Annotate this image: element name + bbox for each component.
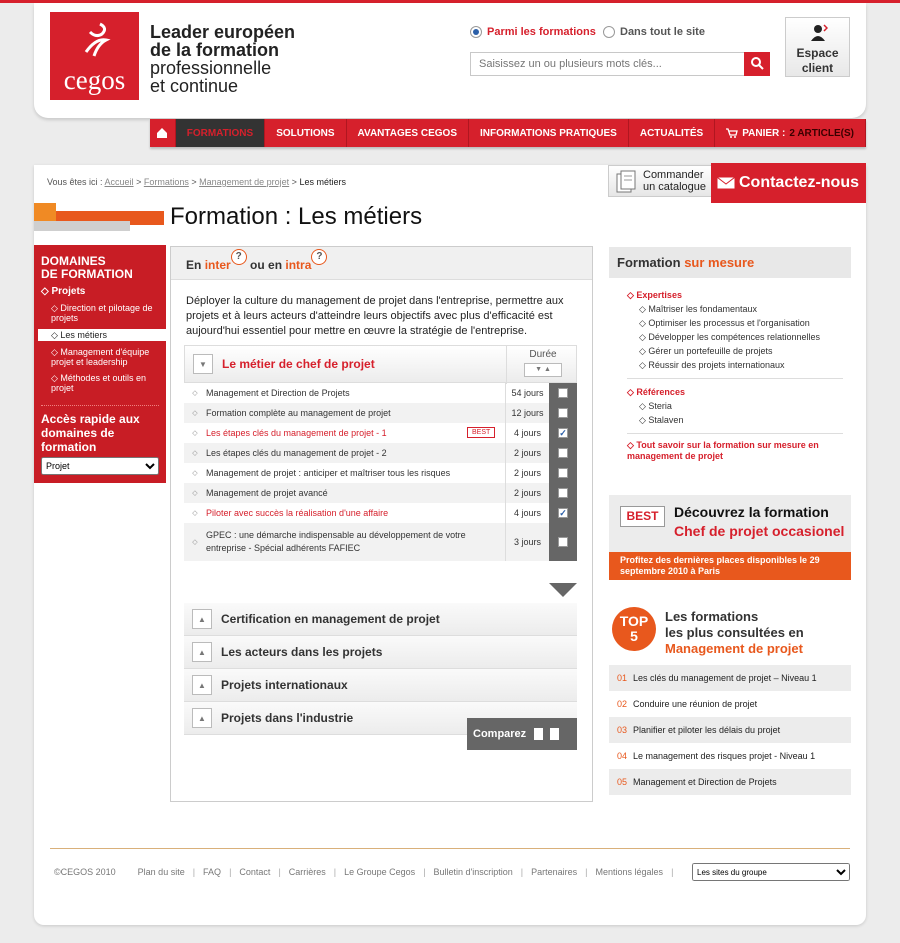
footer-separator: |: [520, 867, 524, 877]
deco-grey-bar: [34, 221, 130, 231]
table-row[interactable]: [184, 423, 577, 443]
footer-separator: |: [229, 867, 232, 877]
tagline-line-2: de la formation: [150, 40, 280, 60]
radio-formations-label: Parmi les formations: [487, 26, 596, 38]
formation-title[interactable]: Management de projet avancé: [206, 488, 328, 498]
cegos-figure-icon: [80, 22, 112, 62]
formation-duration: 2 jours: [505, 483, 549, 503]
sur-mesure-header: [609, 247, 851, 278]
compare-checkbox[interactable]: ✓: [559, 508, 567, 518]
radio-site[interactable]: [603, 26, 705, 38]
expertise-item-label: Réussir des projets internationaux: [648, 360, 785, 370]
diamond-bullet-icon: ◇: [192, 510, 198, 517]
compare-checkbox-cell: [549, 383, 577, 403]
footer-link[interactable]: Bulletin d'inscription: [433, 867, 513, 877]
espace-label-2: client: [801, 61, 834, 75]
compare-checkbox[interactable]: ✓: [559, 428, 567, 438]
main-nav: [150, 119, 866, 147]
compare-checkbox-cell: [549, 423, 577, 443]
home-icon: [156, 127, 168, 139]
formation-duration: 4 jours: [505, 503, 549, 523]
breadcrumb: Vous êtes ici : Accueil > Formations > Management de projet > Les métiers: [47, 177, 346, 187]
compare-button[interactable]: [467, 718, 577, 750]
expertise-item[interactable]: ◇ Réussir des projets internationaux: [639, 360, 785, 370]
compare-checkbox-cell: [549, 523, 577, 561]
formation-duration: 4 jours: [505, 423, 549, 443]
deco-orange: [34, 203, 56, 221]
sidebar-item-management[interactable]: ◇ Management d'équipe projet et leadership: [51, 347, 150, 367]
expertise-item[interactable]: ◇ Gérer un portefeuille de projets: [639, 346, 773, 356]
compare-checkbox-cell: [549, 443, 577, 463]
compare-checkbox-cell: [549, 403, 577, 423]
best-footer: Profitez des dernières places disponibles le 29 septembre 2010 à Paris: [609, 552, 851, 580]
footer-separator: |: [671, 867, 674, 877]
references-label: Références: [636, 387, 685, 397]
sub-block-certification[interactable]: [184, 603, 577, 636]
compare-checkbox[interactable]: [558, 537, 568, 547]
footer-link[interactable]: Contact: [239, 867, 271, 877]
intro-text: Déployer la culture du management de projet dans l'entreprise, permettre aux projets et à leurs acteurs d'atteindre leurs objectifs avec plus d'efficacité est aujourd'hui essentiel pour mettre en œuvre la stratégie de l'entreprise.: [186, 295, 564, 337]
compare-label: Comparez: [473, 727, 527, 740]
expertises-label: Expertises: [636, 290, 682, 300]
home-button[interactable]: [150, 119, 176, 147]
diamond-bullet-icon: ◇: [192, 470, 198, 477]
diamond-bullet-icon: ◇: [192, 430, 198, 437]
tout-savoir-label: Tout savoir sur la formation sur mesure en management de projet: [627, 440, 819, 461]
table-row[interactable]: [184, 523, 577, 561]
contact-button[interactable]: [711, 163, 866, 203]
collapse-arrow-icon[interactable]: ▼: [193, 354, 213, 374]
metier-block: [184, 345, 577, 561]
sur-mesure-title-accent: sur mesure: [684, 255, 755, 270]
top5-item-label: Le management des risques projet - Niveau 1: [633, 751, 816, 761]
sidebar-domains: [34, 245, 166, 483]
footer-link[interactable]: Plan du site: [137, 867, 185, 877]
en-label: En: [186, 258, 202, 272]
diamond-bullet-icon: ◇: [192, 490, 198, 497]
footer-link[interactable]: Partenaires: [531, 867, 578, 877]
sidebar-divider: [41, 405, 159, 406]
page-title: Formation : Les métiers: [170, 203, 423, 230]
sidebar-item-projets[interactable]: ◇ Projets: [41, 286, 86, 297]
nav-avantages[interactable]: AVANTAGES CEGOS: [347, 119, 469, 147]
formation-title[interactable]: GPEC : une démarche indispensable au développement de votre entreprise - Spécial adhérents FAFIEC: [206, 530, 466, 553]
radio-site-label: Dans tout le site: [620, 26, 705, 38]
diamond-bullet-icon: ◇: [192, 410, 198, 417]
copyright: ©CEGOS 2010: [54, 867, 116, 877]
logo-word: cegos: [63, 65, 126, 95]
sub-block-label: Les acteurs dans les projets: [221, 645, 383, 659]
divider: [627, 433, 843, 434]
compare-checkbox[interactable]: [558, 468, 568, 478]
acces-rapide-1: Accès rapide aux: [41, 412, 140, 426]
formation-duration: 2 jours: [505, 463, 549, 483]
formation-title[interactable]: Formation complète au management de projet: [206, 408, 391, 418]
top5-list: [609, 665, 851, 795]
expand-arrow-icon[interactable]: ▲: [192, 675, 212, 695]
metier-block-header[interactable]: [184, 345, 577, 383]
expertise-item[interactable]: ◇ Maîtriser les fondamentaux: [639, 304, 757, 314]
table-row[interactable]: [184, 443, 577, 463]
sub-block-label: Projets internationaux: [221, 678, 348, 692]
formation-title[interactable]: Les étapes clés du management de projet - 1: [206, 428, 387, 438]
formation-duration: 12 jours: [505, 403, 549, 423]
formation-duration: 54 jours: [505, 383, 549, 403]
footer-divider: [50, 848, 850, 849]
sidebar-item-label: Méthodes et outils en projet: [51, 373, 146, 393]
top5-title-accent: Management de projet: [665, 641, 803, 656]
top5-badge: [612, 607, 656, 651]
radio-unselected-icon[interactable]: [603, 26, 615, 38]
top5-badge-top: TOP: [619, 613, 649, 629]
intra-link[interactable]: intra: [285, 258, 312, 272]
footer-separator: |: [278, 867, 281, 877]
rank-number: 05: [617, 777, 628, 787]
sur-mesure-list: [609, 278, 851, 462]
document-icon: [533, 727, 561, 741]
envelope-icon: [717, 177, 735, 189]
contact-label: Contactez-nous: [739, 174, 859, 191]
sidebar-item-metiers[interactable]: ◇ Les métiers: [38, 329, 166, 341]
sidebar-item-label: Management d'équipe projet et leadership: [51, 347, 150, 367]
espace-client-button[interactable]: [785, 17, 850, 77]
sidebar-item-label: Les métiers: [60, 330, 107, 340]
expertise-item-label: Optimiser les processus et l'organisation: [648, 318, 810, 328]
formation-title[interactable]: Piloter avec succès la réalisation d'une affaire: [206, 508, 389, 518]
formation-title[interactable]: Management de projet : anticiper et maîtriser tous les risques: [206, 468, 451, 478]
best-badge: BEST: [467, 427, 495, 438]
nav-solutions[interactable]: SOLUTIONS: [265, 119, 346, 147]
list-item[interactable]: [609, 769, 851, 795]
breadcrumb-current: Les métiers: [299, 177, 346, 187]
breadcrumb-prefix: Vous êtes ici :: [47, 177, 103, 187]
content-area: [34, 165, 866, 925]
top5-title: [665, 609, 804, 657]
nav-formations[interactable]: FORMATIONS: [176, 119, 265, 147]
search-input[interactable]: [470, 52, 745, 76]
user-icon: [810, 24, 828, 42]
compare-checkbox[interactable]: [558, 408, 568, 418]
reference-item[interactable]: ◇ Steria: [639, 401, 672, 411]
divider: [627, 378, 843, 379]
panier-count: 2 ARTICLE(S): [789, 127, 854, 139]
sub-block-acteurs[interactable]: [184, 636, 577, 669]
tout-savoir-link[interactable]: ◇ Tout savoir sur la formation sur mesure en management de projet: [627, 440, 819, 461]
expand-arrow-icon[interactable]: ▲: [192, 708, 212, 728]
table-row[interactable]: [184, 503, 577, 523]
list-item[interactable]: [609, 717, 851, 743]
breadcrumb-accueil[interactable]: Accueil: [104, 177, 134, 187]
expand-arrow-icon[interactable]: ▲: [192, 609, 212, 629]
table-row[interactable]: [184, 383, 577, 403]
rank-number: 04: [617, 751, 628, 761]
table-row[interactable]: [184, 403, 577, 423]
top5-title-1: Les formations: [665, 609, 759, 624]
table-row[interactable]: [184, 463, 577, 483]
list-item[interactable]: [609, 743, 851, 769]
sur-mesure-title: Formation: [617, 255, 681, 270]
tagline-line-4: et continue: [150, 76, 239, 96]
footer-link[interactable]: Mentions légales: [595, 867, 664, 877]
references-heading[interactable]: ◇ Références: [627, 387, 685, 397]
diamond-bullet-icon: ◇: [192, 539, 198, 546]
sidebar-item-label: Direction et pilotage de projets: [51, 303, 153, 323]
top5-item-label: Planifier et piloter les délais du projet: [633, 725, 781, 735]
compare-checkbox[interactable]: [558, 388, 568, 398]
sidebar-item-direction[interactable]: ◇ Direction et pilotage de projets: [51, 303, 153, 323]
catalog-icon: [615, 170, 637, 194]
nav-informations[interactable]: INFORMATIONS PRATIQUES: [469, 119, 629, 147]
intra-help-icon[interactable]: ?: [311, 249, 327, 265]
panier-label: PANIER :: [742, 127, 786, 139]
sub-block-internationaux[interactable]: [184, 669, 577, 702]
ou-en-label: ou en: [250, 258, 283, 272]
site-header: [34, 3, 866, 118]
tagline-line-3: professionnelle: [150, 58, 272, 78]
reference-item-label: Steria: [648, 401, 672, 411]
rank-number: 03: [617, 725, 628, 735]
metier-block-title: Le métier de chef de projet: [222, 357, 375, 371]
expertise-item-label: Développer les compétences relationnelles: [648, 332, 821, 342]
espace-label-1: Espace: [796, 46, 839, 60]
expand-arrow-icon[interactable]: ▲: [192, 642, 212, 662]
footer-separator: |: [585, 867, 588, 877]
search-icon: [750, 56, 764, 70]
rank-number: 01: [617, 673, 628, 683]
sub-block-label: Certification en management de projet: [221, 612, 440, 626]
breadcrumb-management[interactable]: Management de projet: [199, 177, 290, 187]
footer-link[interactable]: Le Groupe Cegos: [344, 867, 416, 877]
compare-checkbox-cell: [549, 463, 577, 483]
footer-separator: |: [192, 867, 196, 877]
formation-duration: 2 jours: [505, 443, 549, 463]
right-column: [609, 247, 851, 787]
cart-icon: [726, 128, 738, 138]
top5-item-label: Management et Direction de Projets: [633, 777, 777, 787]
sub-blocks: [184, 603, 577, 735]
list-item[interactable]: [609, 665, 851, 691]
expertise-item[interactable]: ◇ Optimiser les processus et l'organisation: [639, 318, 810, 328]
rows-end-arrow: [549, 583, 577, 597]
inter-intra-header: [171, 247, 592, 280]
inter-help-icon[interactable]: ?: [231, 249, 247, 265]
sidebar-item-methodes[interactable]: ◇ Méthodes et outils en projet: [51, 373, 146, 393]
formation-title[interactable]: Les étapes clés du management de projet - 2: [206, 448, 387, 458]
table-row[interactable]: [184, 483, 577, 503]
nav-actualites[interactable]: ACTUALITÉS: [629, 119, 715, 147]
formation-duration: 3 jours: [505, 523, 549, 561]
expertise-item-label: Gérer un portefeuille de projets: [648, 346, 773, 356]
rank-number: 02: [617, 699, 628, 709]
sidebar-title-1: DOMAINES: [41, 254, 106, 268]
duree-label: Durée: [529, 349, 557, 360]
domain-select[interactable]: [41, 457, 159, 475]
sort-duree-control[interactable]: ▼ ▲: [524, 363, 562, 377]
compare-checkbox-cell: [549, 483, 577, 503]
list-item[interactable]: [609, 691, 851, 717]
expertise-item[interactable]: ◇ Développer les compétences relationnelles: [639, 332, 821, 342]
compare-checkbox[interactable]: [558, 488, 568, 498]
expertise-item-label: Maîtriser les fondamentaux: [648, 304, 757, 314]
group-sites-select[interactable]: [692, 863, 850, 881]
breadcrumb-formations[interactable]: Formations: [143, 177, 189, 187]
top5-item-label: Les clés du management de projet – Niveau 1: [633, 673, 817, 683]
diamond-bullet-icon: ◇: [192, 390, 198, 397]
best-badge: BEST: [620, 506, 665, 527]
inter-link[interactable]: inter: [204, 258, 231, 272]
nav-panier[interactable]: [715, 119, 866, 147]
acces-rapide-2: domaines de formation: [41, 426, 115, 454]
top5-title-2: les plus consultées en: [665, 625, 804, 640]
formation-title[interactable]: Management et Direction de Projets: [206, 388, 350, 398]
best-promo[interactable]: [609, 495, 851, 580]
compare-checkbox-cell: [549, 503, 577, 523]
reference-item[interactable]: ◇ Stalaven: [639, 415, 684, 425]
search-button[interactable]: [744, 52, 770, 76]
catalog-label-2: un catalogue: [643, 181, 706, 193]
footer-link[interactable]: Carrières: [288, 867, 326, 877]
footer-link[interactable]: FAQ: [203, 867, 222, 877]
sidebar-title-2: DE FORMATION: [41, 267, 133, 281]
reference-item-label: Stalaven: [648, 415, 684, 425]
cegos-logo[interactable]: [50, 12, 139, 100]
top5-item-label: Conduire une réunion de projet: [633, 699, 758, 709]
sidebar-item-projets-label: Projets: [51, 286, 86, 297]
best-title-1: Découvrez la formation: [674, 504, 829, 520]
compare-checkbox[interactable]: [558, 448, 568, 458]
tagline: [150, 23, 295, 95]
footer-separator: |: [333, 867, 337, 877]
duree-column: [506, 346, 579, 384]
radio-selected-icon[interactable]: [470, 26, 482, 38]
expertises-heading[interactable]: ◇ Expertises: [627, 290, 682, 300]
tagline-line-1: Leader européen: [150, 22, 296, 42]
footer: [54, 867, 673, 877]
catalog-button[interactable]: [608, 165, 712, 197]
top5-badge-num: 5: [630, 628, 638, 644]
best-title-2: Chef de projet occasionel: [674, 523, 845, 539]
formation-rows: [184, 383, 577, 561]
catalog-label-1: Commander: [643, 169, 704, 181]
radio-formations[interactable]: [470, 26, 596, 38]
diamond-bullet-icon: ◇: [192, 450, 198, 457]
footer-separator: |: [423, 867, 426, 877]
sub-block-label: Projets dans l'industrie: [221, 711, 354, 725]
